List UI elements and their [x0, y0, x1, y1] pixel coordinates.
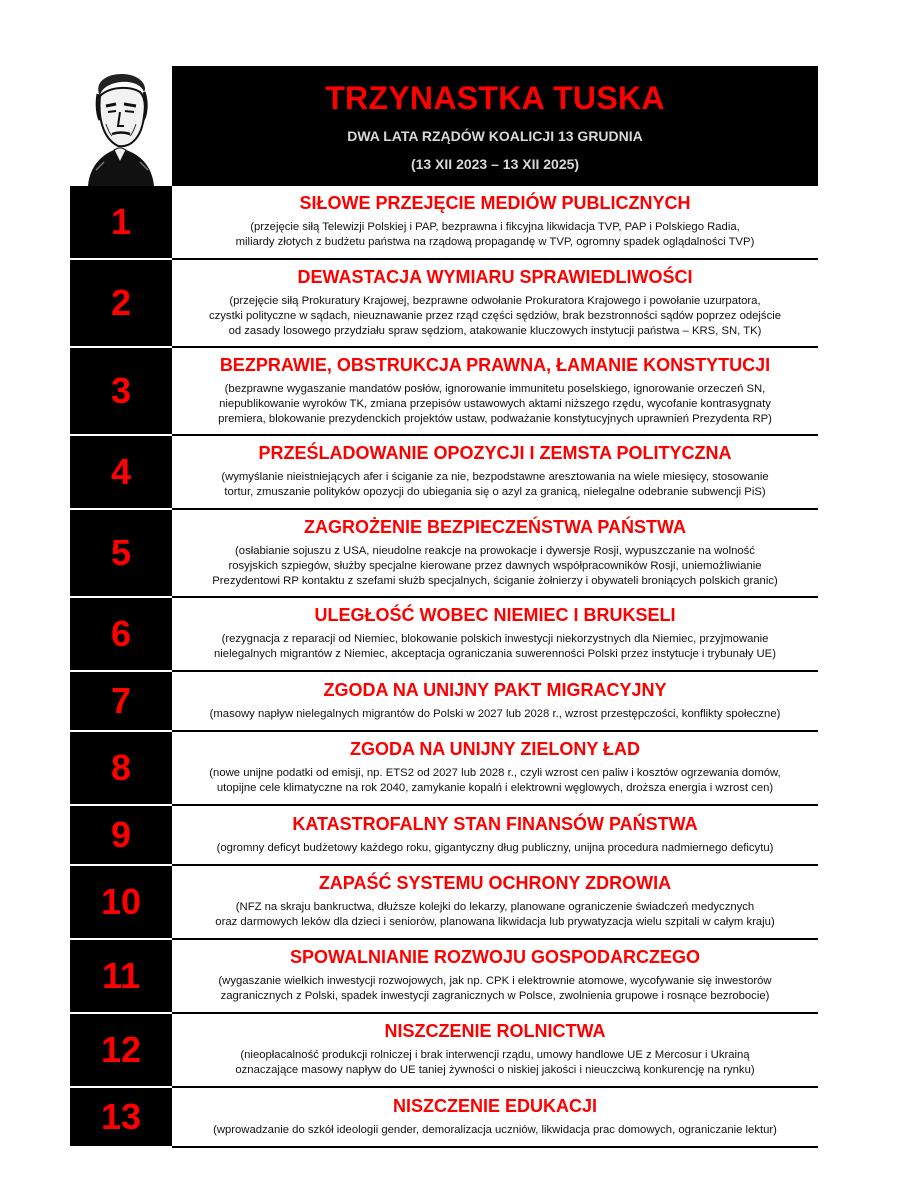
item-description: (ogromny deficyt budżetowy każdego roku, gigantyczny dług publiczny, unijna procedura nadmiernego deficytu): [216, 841, 774, 854]
item-title: KATASTROFALNY STAN FINANSÓW PAŃSTWA: [292, 813, 698, 834]
header-banner: [172, 66, 818, 186]
item-title: ZAGROŻENIE BEZPIECZEŃSTWA PAŃSTWA: [303, 516, 686, 537]
list-item: [70, 598, 818, 672]
item-number: 1: [70, 186, 172, 260]
item-body: [172, 1014, 818, 1088]
item-body: [172, 866, 818, 940]
item-title: ZGODA NA UNIJNY PAKT MIGRACYJNY: [323, 679, 667, 700]
item-description: (nieopłacalność produkcji rolniczej i brak interwencji rządu, umowy handlowe UE z Mercosur i Ukrainą oznaczające masowy napływ do UE taniej żywności o niskiej jakości i nieuczciwą konkurencję na rynku): [235, 1049, 755, 1076]
item-title: ZGODA NA UNIJNY ZIELONY ŁAD: [349, 739, 641, 759]
item-title: DEWASTACJA WYMIARU SPRAWIEDLIWOŚCI: [297, 266, 693, 287]
item-body: [172, 672, 818, 732]
item-description: (przejęcie siłą Telewizji Polskiej i PAP, bezprawna i fikcyjna likwidacja TVP, PAP i Polskiego Radia, miliardy złotych z budżetu państwa na rządową propagandę w TVP, ogromny spadek oglądalności TVP): [235, 221, 755, 248]
item-description: (bezprawne wygaszanie mandatów posłów, ignorowanie immunitetu poselskiego, ignorowanie orzeczeń SN, niepublikowanie wyroków TK, zmiana przepisów ustawowych aktami niższego rzędu, wycofanie kontrasygnaty premiera, blokowanie prezydenckich projektów ustaw, podważanie konstytucyjnych uprawnień Prezydenta RP): [218, 382, 772, 425]
list-item: [70, 260, 818, 348]
item-body: [172, 260, 818, 348]
list-item: [70, 866, 818, 940]
item-number: 9: [70, 806, 172, 866]
list-item: [70, 186, 818, 260]
item-body: [172, 598, 818, 672]
item-description: (osłabianie sojuszu z USA, nieudolne reakcje na prowokacje i dywersje Rosji, wypuszczanie na wolność rosyjskich szpiegów, służby specjalne kierowane przez dawnych współpracowników Rosji, uniemożliwianie Prezydentowi RP kontaktu z szefami służb specjalnych, ściganie żołnierzy i obywateli broniących polskich granic): [212, 544, 778, 587]
item-title: NISZCZENIE ROLNICTWA: [384, 1021, 606, 1041]
item-body: [172, 806, 818, 866]
item-description: (masowy napływ nielegalnych migrantów do Polski w 2027 lub 2028 r., wzrost przestępczości, konflikty społeczne): [209, 707, 781, 720]
items-list: [70, 186, 818, 1148]
item-number: 4: [70, 436, 172, 510]
item-number: 10: [70, 866, 172, 940]
item-number: 8: [70, 732, 172, 806]
list-item: [70, 436, 818, 510]
item-description: (rezygnacja z reparacji od Niemiec, blokowanie polskich inwestycji niekorzystnych dla Niemiec, przyjmowanie nielegalnych migrantów z Niemiec, akceptacja ograniczania suwerenności Polski przez instytucje i trybunały UE): [214, 633, 776, 660]
item-title: NISZCZENIE EDUKACJI: [392, 1095, 598, 1116]
page-subtitle: DWA LATA RZĄDÓW KOALICJI 13 GRUDNIA: [347, 128, 643, 144]
item-number: 11: [70, 940, 172, 1014]
item-body: [172, 732, 818, 806]
item-description: (wygaszanie wielkich inwestycji rozwojowych, jak np. CPK i elektrownie atomowe, wycofywanie się inwestorów zagranicznych z Polski, spadek inwestycji zagranicznych w Polsce, zwolnienia grupowe i rosnące bezrobocie): [218, 975, 772, 1002]
date-range: (13 XII 2023 – 13 XII 2025): [410, 156, 580, 172]
item-title: SPOWALNIANIE ROZWOJU GOSPODARCZEGO: [289, 947, 701, 967]
item-body: [172, 940, 818, 1014]
list-item: [70, 940, 818, 1014]
list-item: [70, 1014, 818, 1088]
item-body: [172, 186, 818, 260]
item-number: 6: [70, 598, 172, 672]
item-number: 3: [70, 348, 172, 436]
item-number: 12: [70, 1014, 172, 1088]
item-description: (nowe unijne podatki od emisji, np. ETS2 od 2027 lub 2028 r., czyli wzrost cen paliw i kosztów ogrzewania domów, utopijne cele klimatyczne na rok 2040, zamykanie kopalń i elektrowni węglowych, droższa energia i wzrost cen): [209, 767, 781, 794]
item-body: [172, 1088, 818, 1148]
list-item: [70, 1088, 818, 1148]
page-title: TRZYNASTKA TUSKA: [325, 80, 665, 116]
item-number: 5: [70, 510, 172, 598]
item-title: ULEGŁOŚĆ WOBEC NIEMIEC I BRUKSELI: [314, 605, 676, 625]
list-item: [70, 806, 818, 866]
item-title: SIŁOWE PRZEJĘCIE MEDIÓW PUBLICZNYCH: [299, 193, 691, 213]
list-item: [70, 732, 818, 806]
list-item: [70, 672, 818, 732]
portrait-illustration: [70, 66, 170, 186]
list-item: [70, 510, 818, 598]
item-number: 13: [70, 1088, 172, 1148]
item-number: 2: [70, 260, 172, 348]
item-title: PRZEŚLADOWANIE OPOZYCJI I ZEMSTA POLITYCZNA: [258, 443, 732, 463]
item-number: 7: [70, 672, 172, 732]
item-body: [172, 348, 818, 436]
item-description: (przejęcie siłą Prokuratury Krajowej, bezprawne odwołanie Prokuratora Krajowego i powołanie uzurpatora, czystki polityczne w sądach, nieuznawanie przez rząd części sędziów, brak bezstronności sądów poprzez odejście od zasady losowego przydziału spraw sędziom, atakowanie kluczowych instytucji państwa – KRS, SN, TK): [208, 294, 782, 337]
item-description: (wprowadzanie do szkół ideologii gender, demoralizacja uczniów, likwidacja prac domowych, ograniczanie lektur): [213, 1123, 777, 1136]
item-description: (NFZ na skraju bankructwa, dłuższe kolejki do lekarzy, planowane ograniczenie świadczeń medycznych oraz darmowych leków dla dzieci i seniorów, planowana likwidacja lub prywatyzacja wielu szpitali w całym kraju): [215, 901, 775, 928]
item-title: ZAPAŚĆ SYSTEMU OCHRONY ZDROWIA: [318, 873, 672, 893]
item-title: BEZPRAWIE, OBSTRUKCJA PRAWNA, ŁAMANIE KONSTYTUCJI: [219, 354, 771, 375]
portrait-sketch: [70, 66, 170, 186]
list-item: [70, 348, 818, 436]
item-body: [172, 436, 818, 510]
item-body: [172, 510, 818, 598]
item-description: (wymyślanie nieistniejących afer i ściganie za nie, bezpodstawne aresztowania na wiele miesięcy, stosowanie tortur, zmuszanie polityków opozycji do ubiegania się o azyl za granicą, nielegalne odebranie subwencji PiS): [221, 471, 769, 498]
